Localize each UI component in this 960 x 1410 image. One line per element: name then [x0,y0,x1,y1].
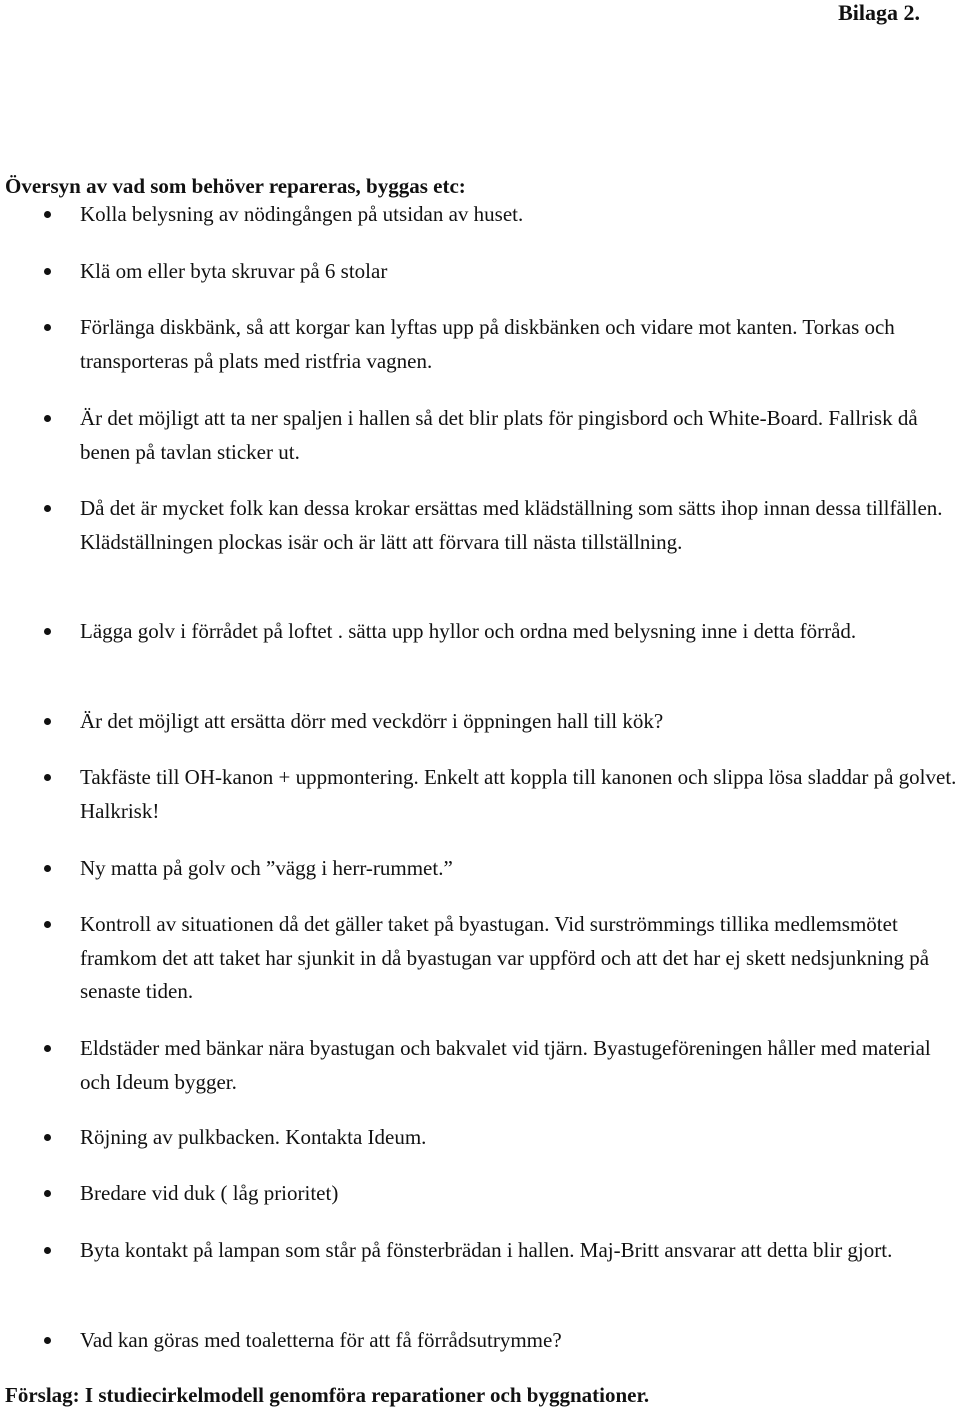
list-item [80,492,960,559]
list-item-text: Bredare vid duk ( låg prioritet) [80,1181,339,1205]
list-item [80,1032,960,1099]
bullet-icon [44,1190,51,1197]
list-item [80,1177,960,1211]
list-item-text: Kontroll av situationen då det gäller taket på byastugan. Vid surströmmings tillika medlemsmötet framkom det att taket har sjunkit in då byastugan var uppförd och att det har ej skett nedsjunkning på senaste tiden. [80,912,930,1003]
bullet-icon [44,1134,51,1141]
list-item [80,198,960,232]
list-item [80,615,960,649]
bullet-icon [44,718,51,725]
attachment-label: Bilaga 2. [838,0,920,25]
list-item-text: Ny matta på golv och ”vägg i herr-rummet.” [80,856,453,880]
bullet-icon [44,268,51,275]
list-item [80,705,960,739]
list-item-text: Är det möjligt att ersätta dörr med veckdörr i öppningen hall till kök? [80,709,664,733]
list-item-text: Klä om eller byta skruvar på 6 stolar [80,259,388,283]
list-item-text: Takfäste till OH-kanon + uppmontering. Enkelt att koppla till kanonen och slippa lösa sladdar på golvet. Halkrisk! [80,765,957,823]
list-item [80,1121,960,1155]
bullet-icon [44,774,51,781]
list-item [80,908,960,1009]
bullet-icon [44,211,51,218]
list-item [80,311,960,378]
list-item-text: Kolla belysning av nödingången på utsidan av huset. [80,202,524,226]
bullet-icon [44,1337,51,1344]
section-heading: Översyn av vad som behöver repareras, byggas etc: [5,174,466,198]
list-item-text: Byta kontakt på lampan som står på fönsterbrädan i hallen. Maj-Britt ansvarar att detta blir gjort. [80,1238,893,1262]
list-item-text: Förlänga diskbänk, så att korgar kan lyftas upp på diskbänken och vidare mot kanten. Torkas och transporteras på plats med ristfria vagnen. [80,315,895,373]
bullet-icon [44,865,51,872]
bullet-icon [44,324,51,331]
list-item-text: Vad kan göras med toaletterna för att få förrådsutrymme? [80,1328,562,1352]
list-item [80,852,960,886]
bullet-icon [44,921,51,928]
list-item [80,761,960,828]
proposal-footer: Förslag: I studiecirkelmodell genomföra reparationer och byggnationer. [5,1383,650,1407]
list-item [80,255,960,289]
list-item-text: Eldstäder med bänkar nära byastugan och bakvalet vid tjärn. Byastugeföreningen håller med material och Ideum bygger. [80,1036,931,1094]
list-item-text: Röjning av pulkbacken. Kontakta Ideum. [80,1125,427,1149]
list-item [80,1324,960,1358]
list-item-text: Lägga golv i förrådet på loftet . sätta upp hyllor och ordna med belysning inne i detta förråd. [80,619,857,643]
list-item [80,1234,960,1268]
list-item [80,402,960,469]
bullet-icon [44,415,51,422]
bullet-icon [44,1045,51,1052]
list-item-text: Då det är mycket folk kan dessa krokar ersättas med klädställning som sätts ihop innan dessa tillfällen. Klädställningen plockas isär och är lätt att förvara till nästa tillställning. [80,496,943,554]
list-item-text: Är det möjligt att ta ner spaljen i hallen så det blir plats för pingisbord och White-Board. Fallrisk då benen på tavlan sticker ut. [80,406,918,464]
bullet-icon [44,1247,51,1254]
bullet-icon [44,628,51,635]
bullet-icon [44,505,51,512]
